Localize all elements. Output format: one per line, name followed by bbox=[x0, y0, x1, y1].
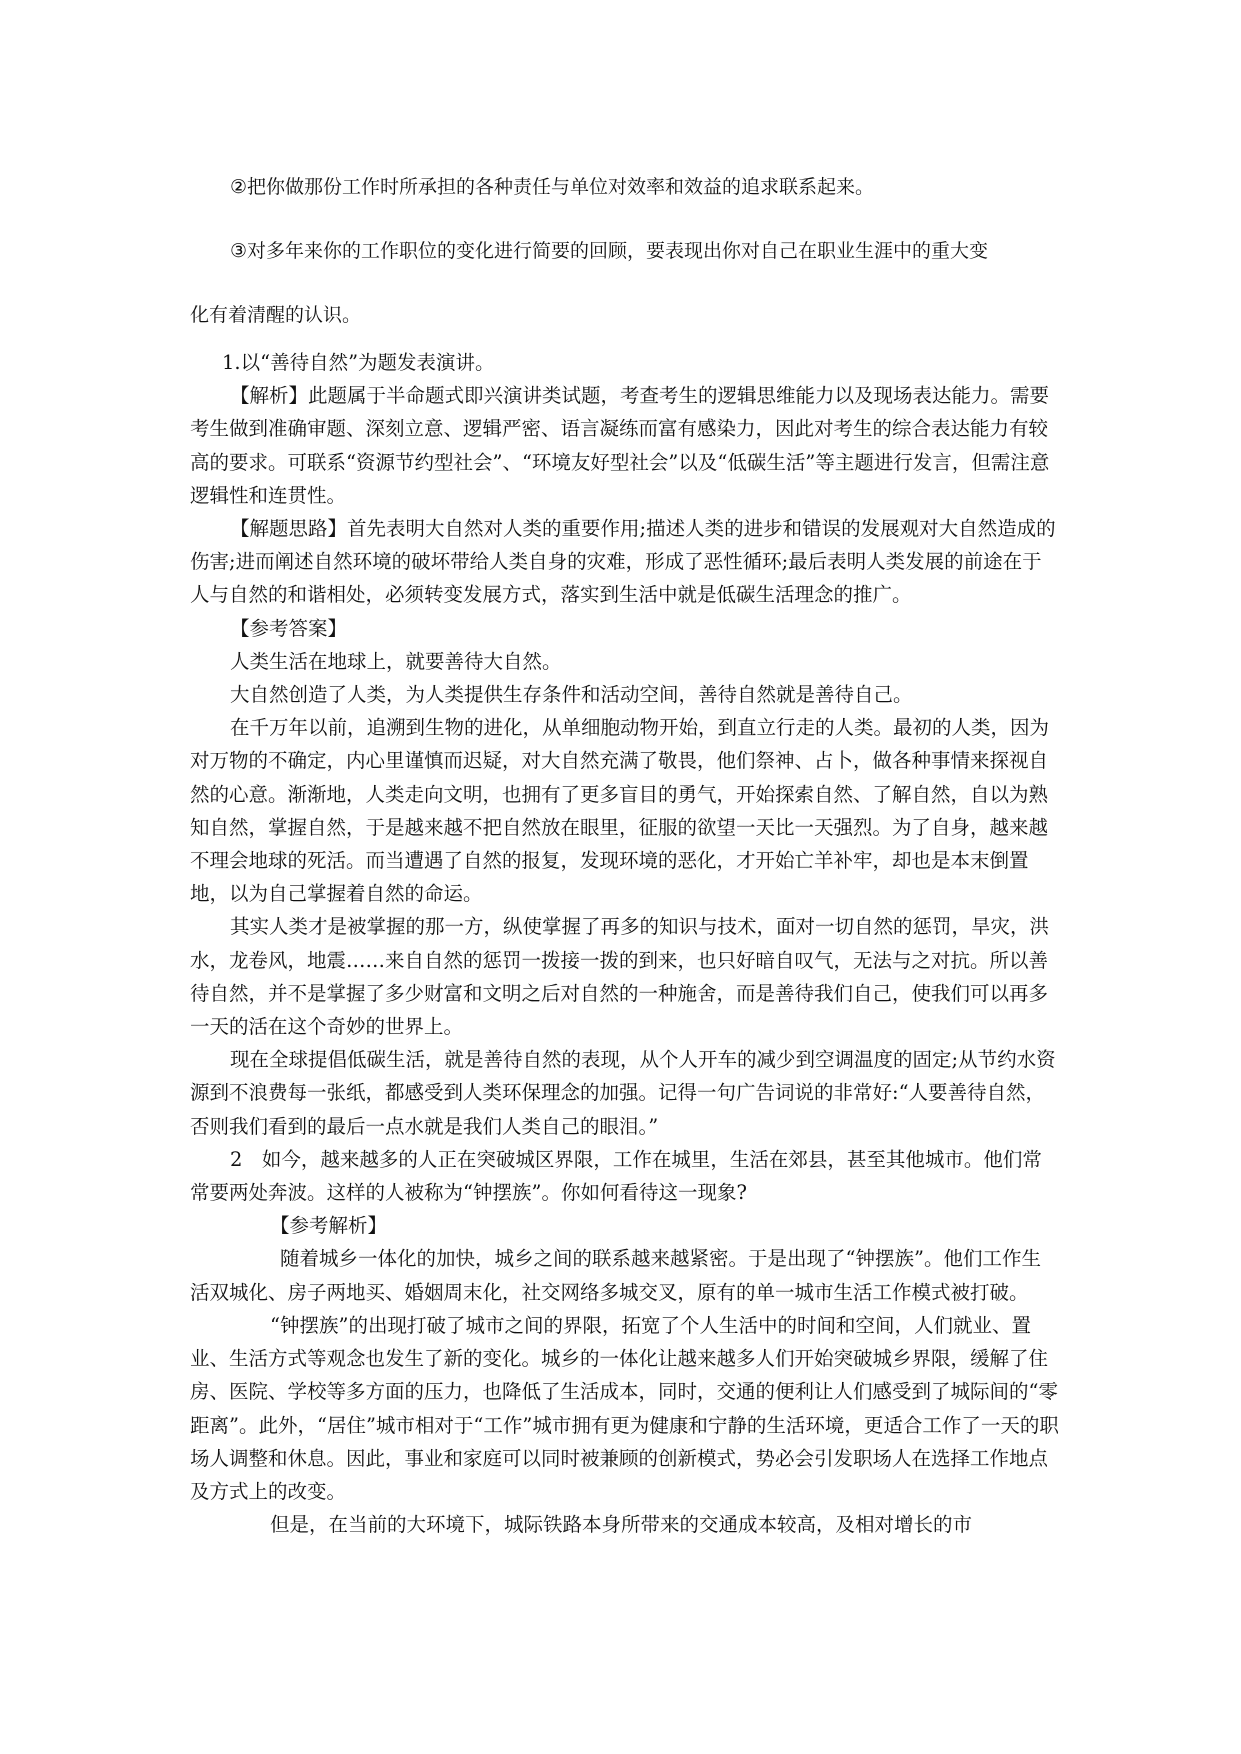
answer-paragraph: 其实人类才是被掌握的那一方，纵使掌握了再多的知识与技术，面对一切自然的惩罚，旱灾，洪水，龙卷风，地震……来自自然的惩罚一拨接一拨的到来，也只好暗自叹气，无法与之对抗。所以善待自然，并不是掌握了多少财富和文明之后对自然的一种施舍，而是善待我们自己，使我们可以再多一天的活在这个奇妙的世界上。 bbox=[190, 915, 1050, 1039]
reference-answer-label: 【参考答案】 bbox=[230, 616, 348, 640]
answer-paragraph: 人类生活在地球上，就要善待大自然。 bbox=[230, 649, 562, 673]
answer-body bbox=[190, 346, 1060, 1541]
question-1-analysis: 【解析】此题属于半命题式即兴演讲类试题，考查考生的逻辑思维能力以及现场表达能力。需要考生做到准确审题、深刻立意、逻辑严密、语言凝练而富有感染力，因此对考生的综合表达能力有较高的要求。可联系“资源节约型社会”、“环境友好型社会”以及“低碳生活”等主题进行发言，但需注意逻辑性和连贯性。 bbox=[190, 384, 1050, 507]
item-3-text-line1: ③对多年来你的工作职位的变化进行简要的回顾，要表现出你对自己在职业生涯中的重大变 bbox=[230, 240, 989, 262]
question-2-title: 2 如今，越来越多的人正在突破城区界限，工作在城里，生活在郊县，甚至其他城市。他们常常要两处奔波。这样的人被称为“钟摆族”。你如何看待这一现象? bbox=[190, 1147, 1042, 1205]
analysis-paragraph: 随着城乡一体化的加快，城乡之间的联系越来越紧密。于是出现了“钟摆族”。他们工作生活双城化、房子两地买、婚姻周末化，社交网络多城交叉，原有的单一城市生活工作模式被打破。 bbox=[190, 1247, 1041, 1304]
question-1-title: 1.以“善待自然”为题发表演讲。 bbox=[222, 351, 495, 374]
analysis-paragraph: “钟摆族”的出现打破了城市之间的界限，拓宽了个人生活中的时间和空间，人们就业、置业、生活方式等观念也发生了新的变化。城乡的一体化让越来越多人们开始突破城乡界限，缓解了住房、医院、学校等多方面的压力，也降低了生活成本，同时，交通的便利让人们感受到了城际间的“零距离”。此外，“居住”城市相对于“工作”城市拥有更为健康和宁静的生活环境，更适合工作了一天的职场人调整和休息。因此，事业和家庭可以同时被兼顾的创新模式，势必会引发职场人在选择工作地点及方式上的改变。 bbox=[190, 1313, 1059, 1503]
analysis-paragraph: 但是，在当前的大环境下，城际铁路本身所带来的交通成本较高，及相对增长的市 bbox=[270, 1513, 973, 1537]
item-2-text: ②把你做那份工作时所承担的各种责任与单位对效率和效益的追求联系起来。 bbox=[230, 176, 875, 198]
item-3-text-line2: 化有着清醒的认识。 bbox=[190, 304, 362, 326]
answer-paragraph: 现在全球提倡低碳生活，就是善待自然的表现，从个人开车的减少到空调温度的固定;从节约水资源到不浪费每一张纸，都感受到人类环保理念的加强。记得一句广告词说的非常好:“人要善待自然，否则我们看到的最后一点水就是我们人类自己的眼泪。” bbox=[190, 1048, 1056, 1138]
answer-paragraph: 在千万年以前，追溯到生物的进化，从单细胞动物开始，到直立行走的人类。最初的人类，因为对万物的不确定，内心里谨慎而迟疑，对大自然充满了敬畏，他们祭神、占卜，做各种事情来探视自然的心意。渐渐地，人类走向文明，也拥有了更多盲目的勇气，开始探索自然、了解自然，自以为熟知自然，掌握自然，于是越来越不把自然放在眼里，征服的欲望一天比一天强烈。为了自身，越来越不理会地球的死活。而当遭遇了自然的报复，发现环境的恶化，才开始亡羊补牢，却也是本末倒置地，以为自己掌握着自然的命运。 bbox=[190, 716, 1050, 906]
question-1-approach: 【解题思路】首先表明大自然对人类的重要作用;描述人类的进步和错误的发展观对大自然造成的伤害;进而阐述自然环境的破坏带给人类自身的灾难，形成了恶性循环;最后表明人类发展的前途在于人与自然的和谐相处，必须转变发展方式，落实到生活中就是低碳生活理念的推广。 bbox=[190, 517, 1056, 607]
reference-analysis-label: 【参考解析】 bbox=[270, 1214, 388, 1238]
answer-paragraph: 大自然创造了人类，为人类提供生存条件和活动空间，善待自然就是善待自己。 bbox=[230, 683, 913, 707]
